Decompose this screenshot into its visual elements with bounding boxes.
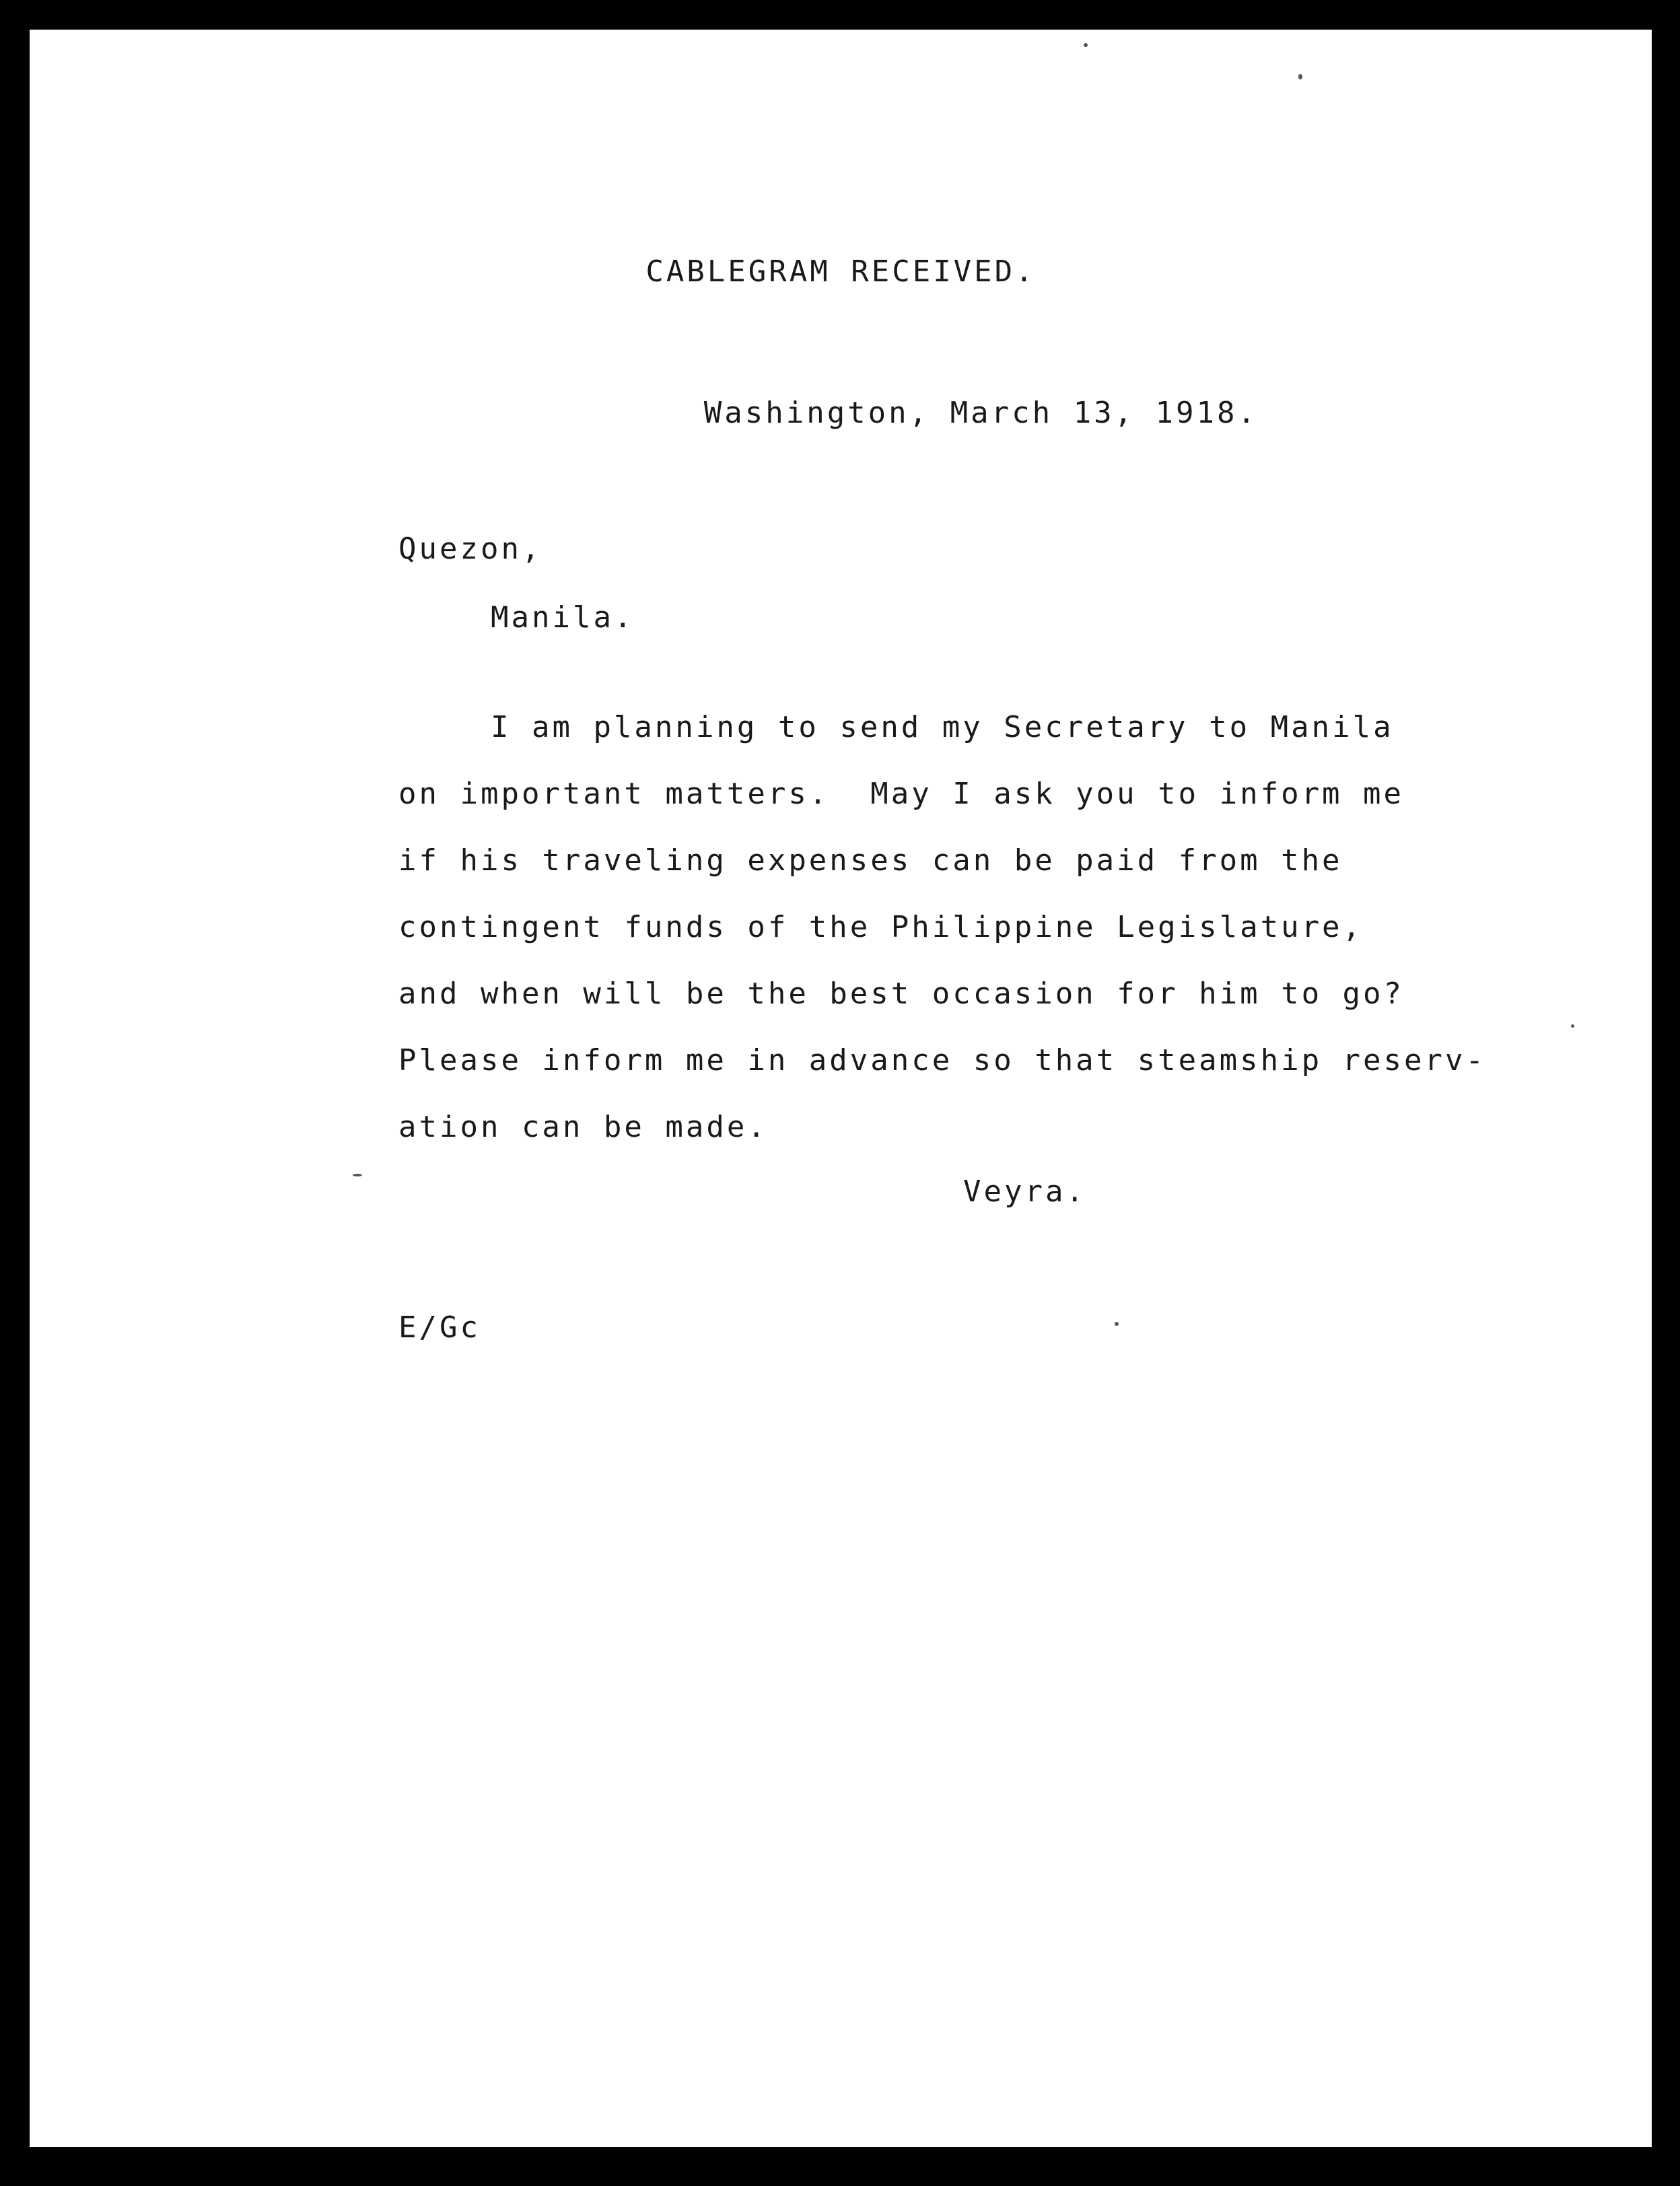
document-heading: CABLEGRAM RECEIVED. (645, 254, 1036, 289)
scan-speck (1084, 43, 1088, 47)
body-line: if his traveling expenses can be paid from the (398, 843, 1343, 878)
body-line: and when will be the best occasion for him to go? (398, 977, 1405, 1011)
body-line: I am planning to send my Secretary to Manila (491, 710, 1394, 744)
scan-speck (1115, 1322, 1119, 1326)
body-line: Please inform me in advance so that steamship reserv- (398, 1043, 1486, 1078)
body-line: on important matters. May I ask you to inform me (398, 777, 1405, 811)
scan-speck (353, 1174, 362, 1176)
dateline: Washington, March 13, 1918. (703, 396, 1258, 430)
scan-speck (1571, 1024, 1574, 1028)
addressee-city: Manila. (491, 600, 635, 635)
scan-speck (1298, 74, 1302, 79)
body-line: contingent funds of the Philippine Legislature, (398, 910, 1364, 944)
reference-initials: E/Gc (398, 1310, 481, 1345)
signature: Veyra. (963, 1174, 1086, 1209)
addressee-name: Quezon, (398, 532, 542, 566)
document-page (30, 30, 1652, 2147)
body-line: ation can be made. (398, 1110, 768, 1144)
